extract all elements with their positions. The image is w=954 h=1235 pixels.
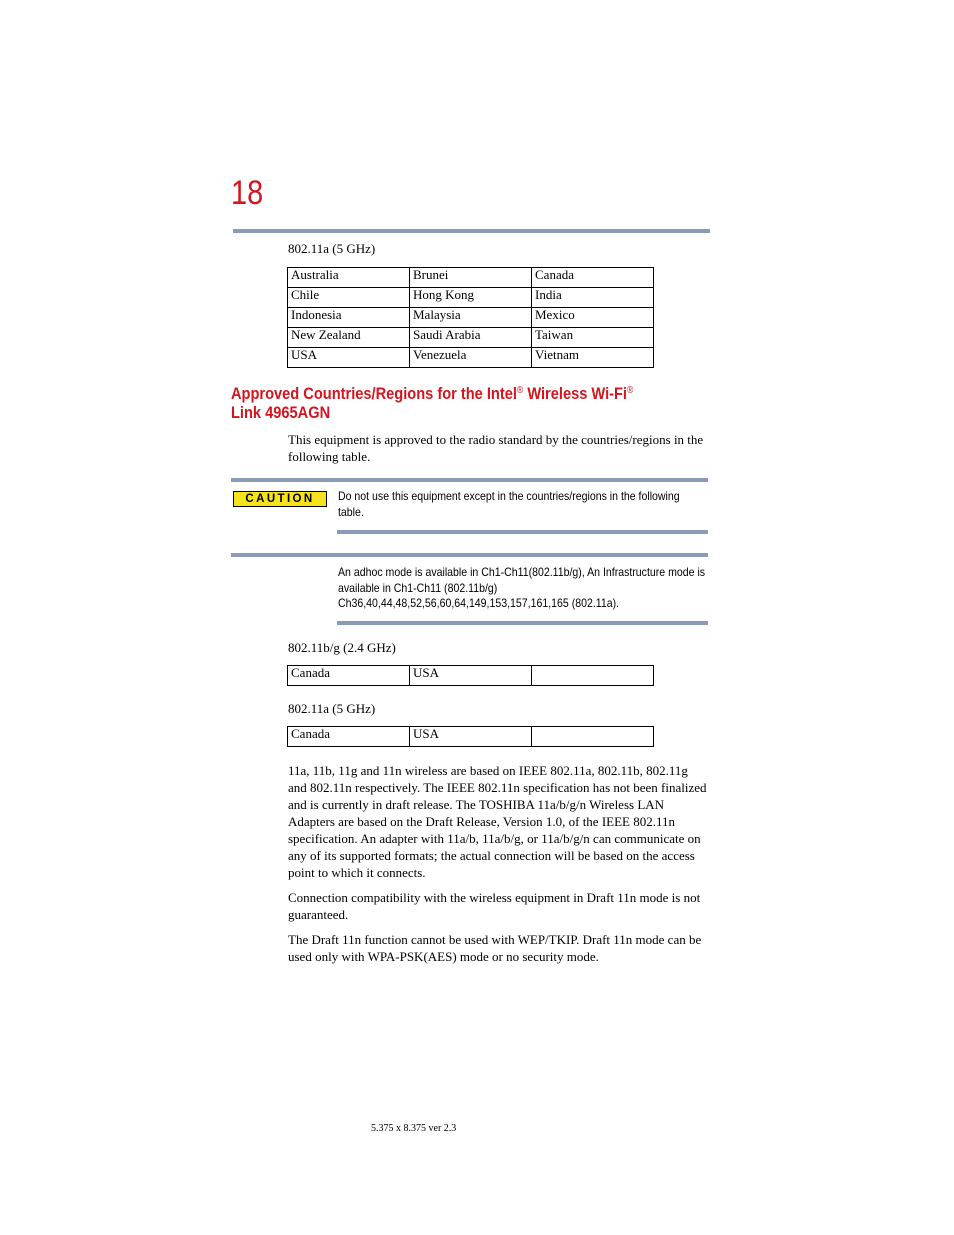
table-cell: New Zealand — [288, 328, 410, 348]
table-cell: USA — [410, 666, 532, 686]
table-row — [288, 268, 654, 288]
table-cell: Canada — [532, 268, 654, 288]
heading-text-part2: Wireless Wi-Fi — [523, 384, 628, 403]
table-row — [288, 348, 654, 368]
table-row — [288, 666, 654, 686]
table-cell: Australia — [288, 268, 410, 288]
heading-text-part1: Approved Countries/Regions for the Intel — [231, 384, 517, 403]
caution-badge: CAUTION — [233, 491, 327, 507]
countries-table-5ghz — [287, 267, 654, 368]
table-cell — [532, 727, 654, 747]
table-cell: Taiwan — [532, 328, 654, 348]
table-row — [288, 308, 654, 328]
caution-top-rule — [231, 478, 708, 482]
caution-bottom-rule — [337, 530, 708, 534]
table-row — [288, 328, 654, 348]
registered-mark: ® — [516, 385, 524, 396]
caution-text: Do not use this equipment except in the countries/regions in the following table. — [338, 489, 680, 519]
table3-label: 802.11a (5 GHz) — [288, 701, 376, 716]
page-footer: 5.375 x 8.375 ver 2.3 — [371, 1123, 457, 1134]
table-cell: Chile — [288, 288, 410, 308]
countries-table-5ghz-second — [287, 726, 654, 747]
table-cell: Venezuela — [410, 348, 532, 368]
table-cell: USA — [410, 727, 532, 747]
body-paragraph-1: 11a, 11b, 11g and 11n wireless are based on IEEE 802.11a, 802.11b, 802.11g and 802.11n respectively. The IEEE 802.11n specification has not been finalized and is currently in draft release. The TOSHIBA 11a/b/g/n Wireless LAN Adapters are based on the Draft Release, Version 1.0, of the IEEE 802.11n specification. An adapter with 11a/b, 11a/b/g, or 11a/b/g/n can communicate on any of its supported formats; the actual connection will be based on the access point to which it connects. — [288, 763, 707, 880]
registered-mark: ® — [627, 385, 634, 396]
note-bottom-rule — [337, 621, 708, 625]
page-number: 18 — [231, 174, 264, 212]
section-heading — [231, 384, 644, 422]
header-rule — [233, 229, 710, 233]
table-cell: Saudi Arabia — [410, 328, 532, 348]
heading-text-line2: Link 4965AGN — [231, 403, 331, 422]
table-cell: Vietnam — [532, 348, 654, 368]
table-cell: Hong Kong — [410, 288, 532, 308]
table1-label: 802.11a (5 GHz) — [288, 241, 376, 256]
table-cell — [532, 666, 654, 686]
countries-table-2-4ghz — [287, 665, 654, 686]
table-cell: Canada — [288, 727, 410, 747]
body-paragraph-3: The Draft 11n function cannot be used with WEP/TKIP. Draft 11n mode can be used only with WPA-PSK(AES) mode or no security mode. — [288, 932, 702, 964]
table-cell: Malaysia — [410, 308, 532, 328]
note-top-rule — [231, 553, 708, 557]
table-cell: USA — [288, 348, 410, 368]
table-row — [288, 727, 654, 747]
section-intro: This equipment is approved to the radio standard by the countries/regions in the following table. — [288, 432, 704, 464]
table-cell: Mexico — [532, 308, 654, 328]
table-cell: India — [532, 288, 654, 308]
note-text: An adhoc mode is available in Ch1-Ch11(802.11b/g), An Infrastructure mode is available in Ch1-Ch11 (802.11b/g) Ch36,40,44,48,52,56,60,64,149,153,157,161,165 (802.11a). — [338, 565, 706, 610]
table2-label: 802.11b/g (2.4 GHz) — [288, 640, 396, 655]
body-paragraph-2: Connection compatibility with the wireless equipment in Draft 11n mode is not guaranteed. — [288, 890, 701, 922]
table-cell: Canada — [288, 666, 410, 686]
table-row — [288, 288, 654, 308]
table-cell: Indonesia — [288, 308, 410, 328]
table-cell: Brunei — [410, 268, 532, 288]
